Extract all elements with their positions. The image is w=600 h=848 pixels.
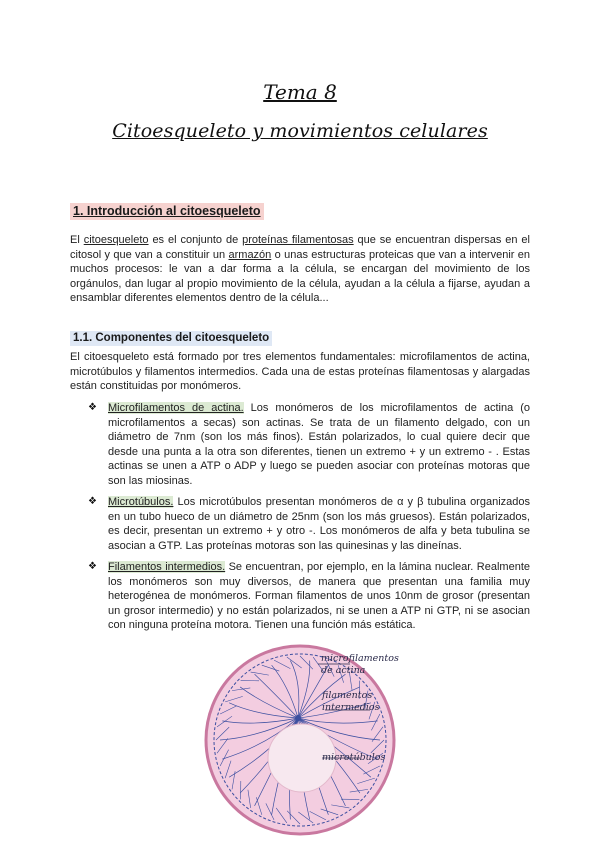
section-heading-introduccion: 1. Introducción al citoesqueleto [70,203,264,220]
componentes-paragraph: El citoesqueleto está formado por tres elementos fundamentales: microfilamentos de actina, microtúbulos y filamentos intermedios. Cada una de estas proteínas filamentosas y alargadas están constituidas por monómeros. [70,351,530,393]
label-line: microfilamentos [321,653,399,664]
text-run: Se encuentran, por ejemplo, en la lámina nuclear. Realmente los monómeros son muy diversos, de manera que presentan una familia muy heterogénea de monómeros. Forman filamentos de unos 10nm de grosor (presentan un grosor intermedio) y no están polarizados, ni se unen a ATP ni GTP, ni se asocian con ninguna proteína motora. Tienen una función más estática. [108,561,530,632]
label-line: filamentos [322,690,373,701]
term-microfilamentos: Microfilamentos de actina. [108,402,244,414]
label-line: de actina [321,665,366,676]
list-item-text [108,560,530,633]
list-item-filamentos-intermedios [88,560,530,633]
term-proteinas-filamentosas: proteínas filamentosas [242,234,354,246]
label-filamentos-intermedios [322,690,379,714]
list-item-text [108,401,530,489]
list-item-microtubulos [88,495,530,553]
section-heading-componentes: 1.1. Componentes del citoesqueleto [70,331,272,346]
page-title: Tema 8 [263,80,337,104]
diamond-bullet-icon: ❖ [88,496,97,507]
text-run: o unas estructuras proteicas que van a intervenir en muchos procesos: le van a dar forma a la célula, se encargan del movimiento de los orgánulos, dan lugar al propio movimiento de la célula, ayudan a la célula a fijarse, ayudan a ensamblar diferentes elementos dentro de la célula... [70,248,531,305]
text-run: que se encuentran dispersas en el citosol y que van a constituir un [70,234,530,261]
intro-paragraph [70,233,530,306]
diamond-bullet-icon: ❖ [88,561,97,572]
text-run: es el conjunto de [148,234,243,246]
centrosome [295,715,301,721]
page-subtitle: Citoesqueleto y movimientos celulares [112,120,488,142]
label-line: microtúbulos [322,752,386,763]
list-item-text [108,495,530,553]
label-line: intermedios [322,702,380,713]
text-run: El [70,234,84,246]
text-run: Los monómeros de los microfilamentos de actina (o microfilamentos a secas) son actinas. Se trata de un filamento delgado, con un diámetro de 7nm (son los más finos). Están polarizados, lo cual quiere decir que desde una punta a la otra son diferentes, tienen un extremo + y un extremo - . Estas actinas se unen a ATP o ADP y luego se pueden asociar con proteínas motoras que son las miosinas. [108,402,531,487]
term-microtubulos: Microtúbulos. [108,496,174,508]
label-microtubulos [322,752,385,764]
term-citoesqueleto: citoesqueleto [83,234,149,246]
diamond-bullet-icon: ❖ [88,402,97,413]
text-run: Los microtúbulos presentan monómeros de α y β tubulina organizados en un tubo hueco de un diámetro de 25nm (son los más gruesos). Están polarizados, es decir, presentan un extremo + y otro -. Los monómeros de alfa y beta tubulina se asocian a GTP. Las proteínas motoras son las quinesinas y las dineínas. [108,496,530,552]
label-microfilamentos [321,653,399,677]
term-filamentos-intermedios: Filamentos intermedios. [108,561,226,573]
list-item-microfilamentos [88,401,530,489]
term-armazon: armazón [228,248,272,261]
